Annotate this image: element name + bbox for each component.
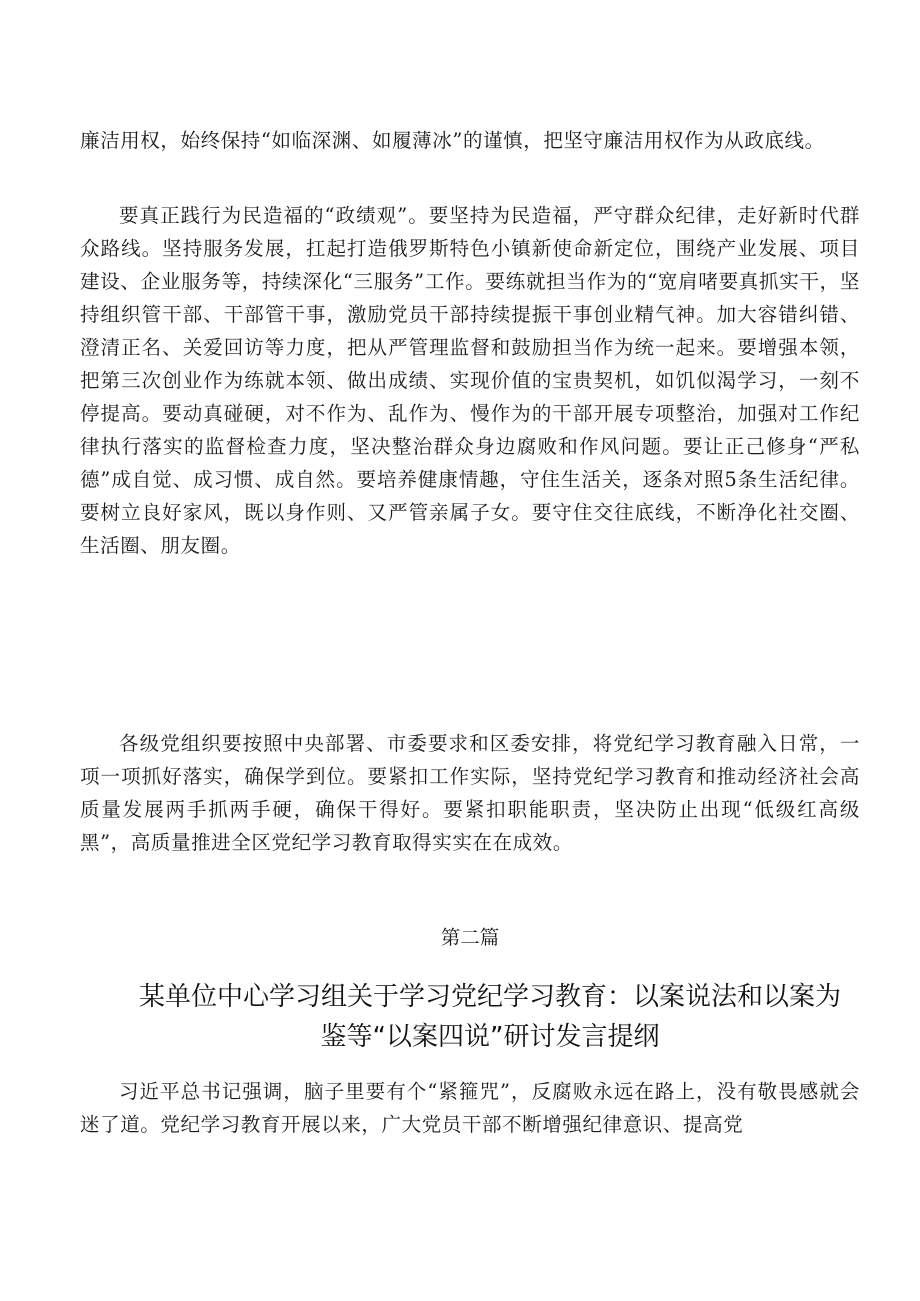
section-heading: 第二篇 <box>440 926 500 949</box>
title-line-2: 鉴等“以案四说”研讨发言提纲 <box>320 1022 660 1052</box>
paragraph-2: 要真正践行为民造福的“政绩观”。要坚持为民造福，严守群众纪律，走好新时代群众路线。坚持服务发展，扛起打造俄罗斯特色小镇新使命新定位，围绕产业发展、项目建设、企业服务等，持续深化“三服务”工作。要练就担当作为的“宽肩啫要真抓实干，坚持组织管干部、干部管干事，激励党员干部持续提振干事创业精气神。加大容错纠错、澄清正名、关爱回访等力度，把从严管理监督和鼓励担当作为统一起来。要增强本领，把第三次创业作为练就本领、做出成绩、实现价值的宝贵契机，如饥似渴学习，一刻不停提高。要动真碰硬，对不作为、乱作为、慢作为的干部开展专项整治，加强对工作纪律执行落实的监督检查力度，坚决整治群众身边腐败和作风问题。要让正己修身“严私德”成自觉、成习惯、成自然。要培养健康情趣，守住生活关，逐条对照5条生活纪律。要树立良好家风，既以身作则、又严管亲属子女。要守住交往底线，不断净化社交圈、生活圈、朋友圈。 <box>80 204 860 557</box>
paragraph-1: 廉洁用权，始终保持“如临深渊、如履薄冰”的谨慎，把坚守廉洁用权作为从政底线。 <box>80 129 825 152</box>
paragraph-3: 各级党组织要按照中央部署、市委要求和区委安排，将党纪学习教育融入日常，一项一项抓好落实，确保学到位。要紧扣工作实际，坚持党纪学习教育和推动经济社会高质量发展两手抓两手硬，确保干得好。要紧扣职能职责，坚决防止出现“低级红高级黑”，高质量推进全区党纪学习教育取得实实在在成效。 <box>80 732 860 854</box>
document-title <box>120 977 860 1057</box>
title-line-1: 某单位中心学习组关于学习党纪学习教育：以案说法和以案为 <box>138 982 841 1012</box>
paragraph-4: 习近平总书记强调，脑子里要有个“紧箍咒”，反腐败永远在路上，没有敬畏感就会迷了道。党纪学习教育开展以来，广大党员干部不断增强纪律意识、提高党 <box>80 1080 860 1136</box>
